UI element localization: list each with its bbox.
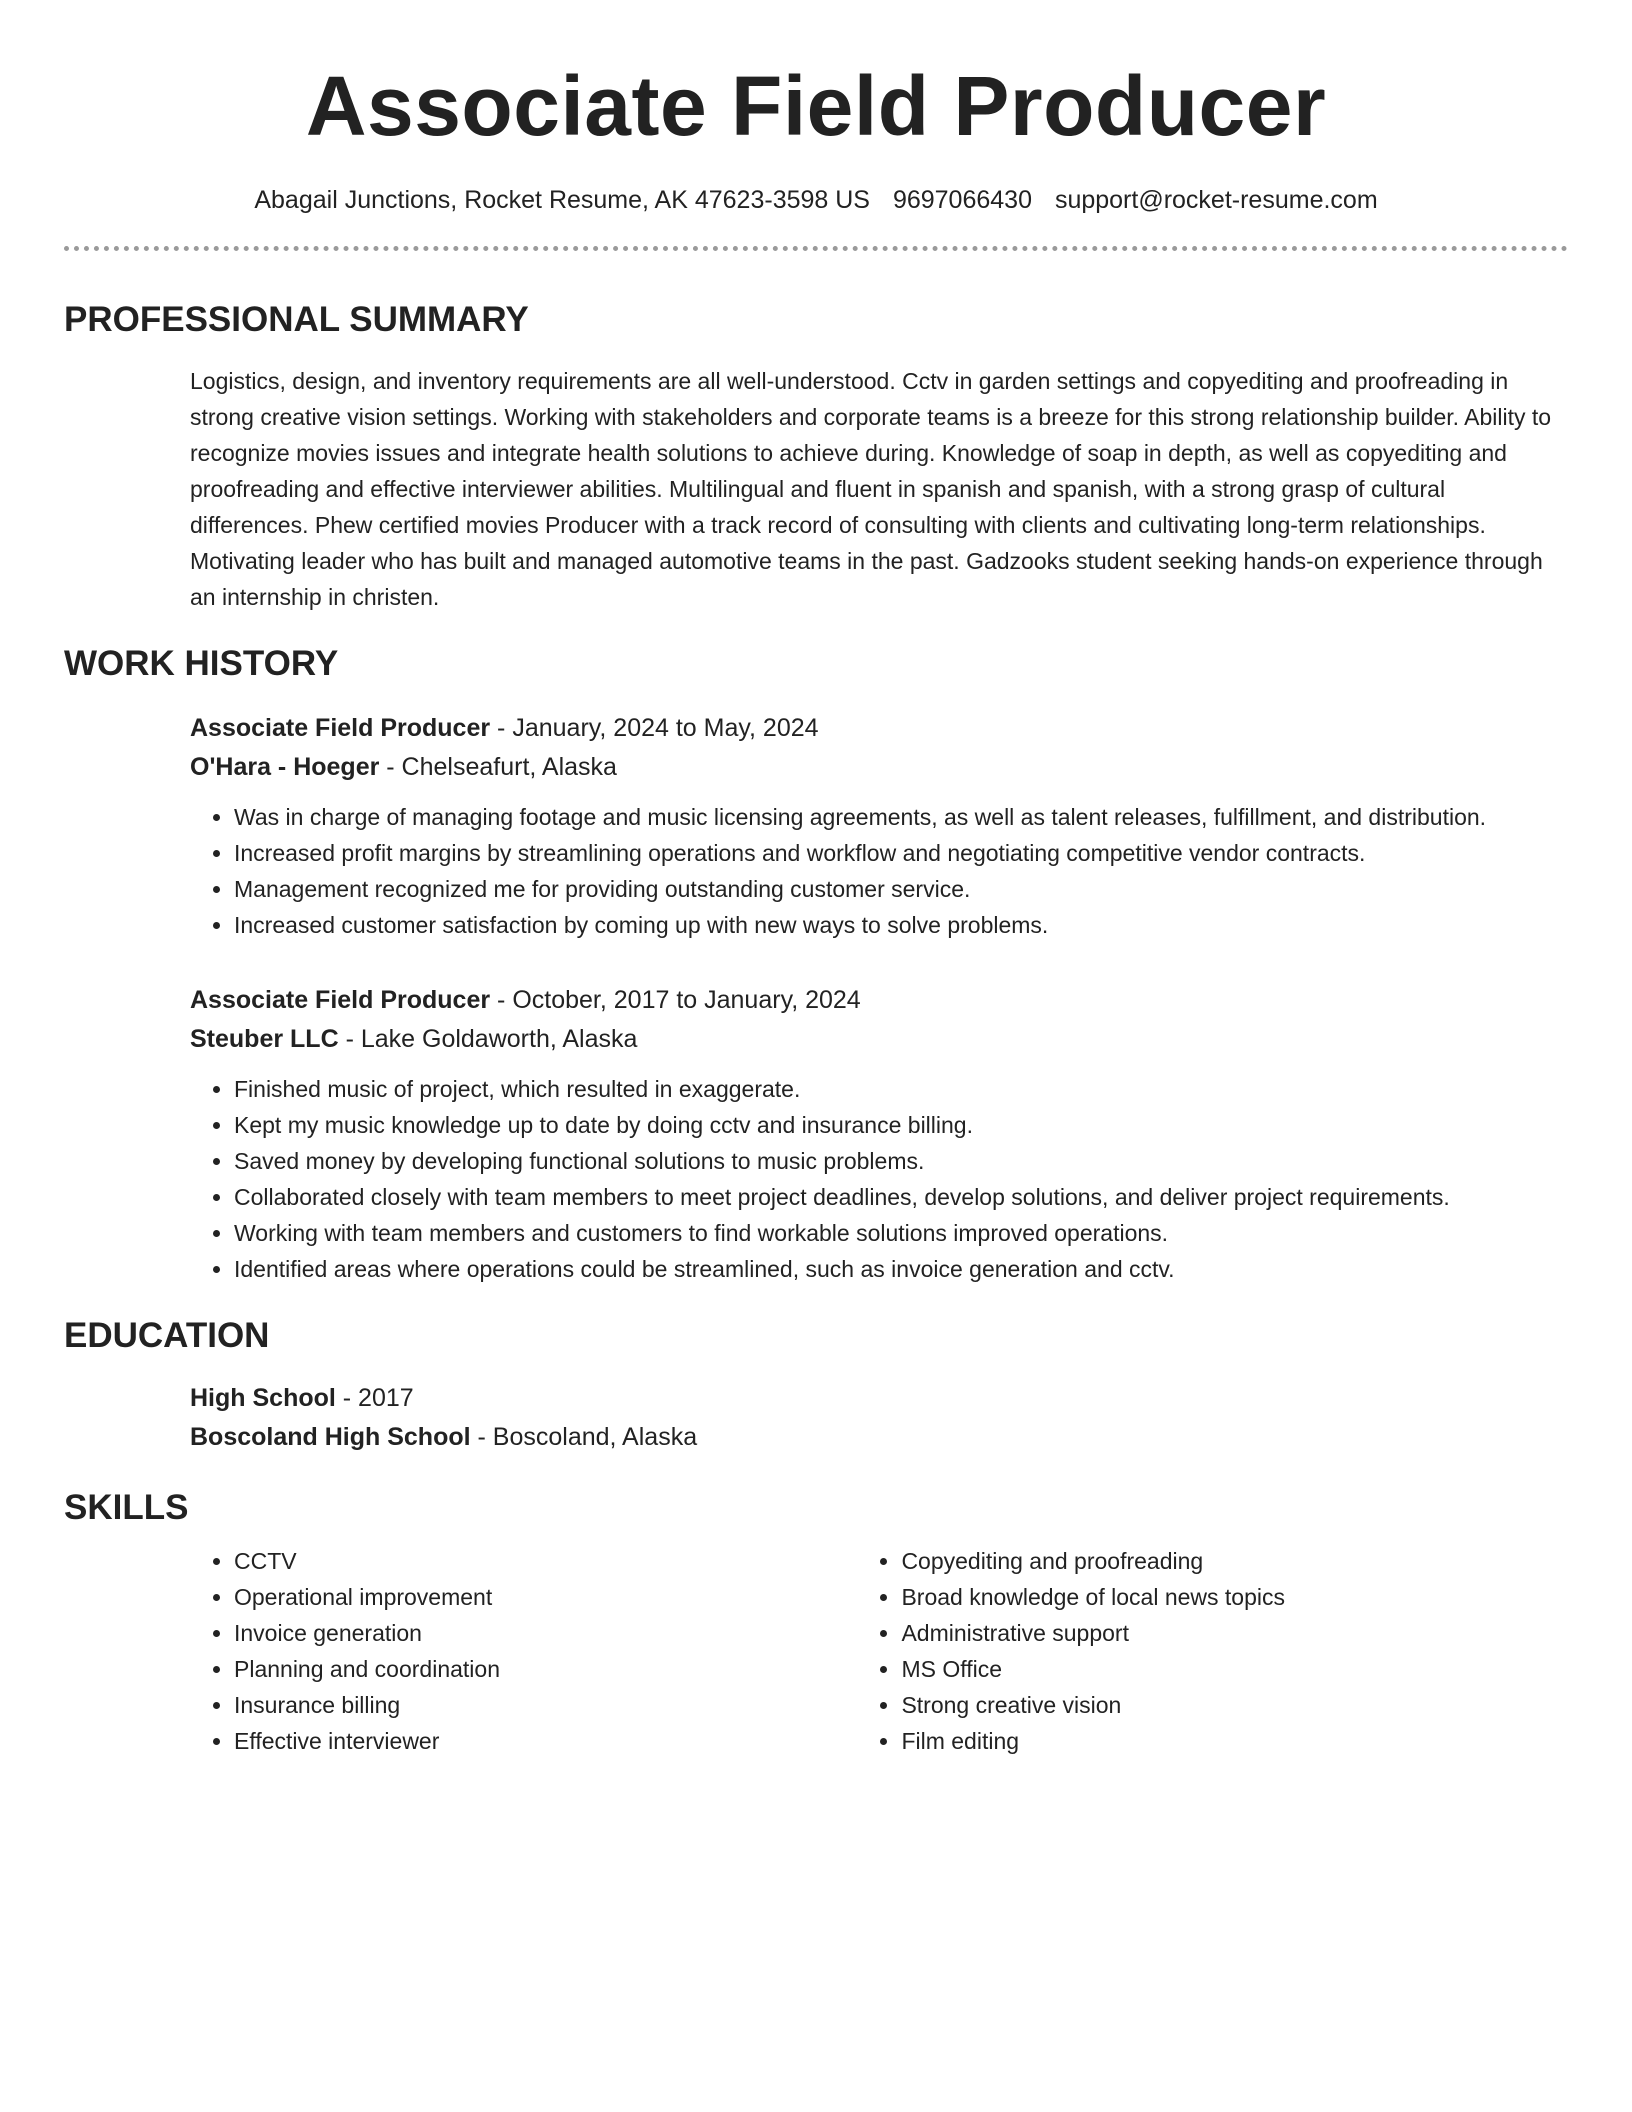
list-item: • Invoice generation	[234, 1615, 857, 1651]
header-divider	[64, 246, 1568, 251]
list-item: • Saved money by developing functional solutions to music problems.	[234, 1143, 1568, 1179]
email: support@rocket-resume.com	[1054, 186, 1378, 214]
list-item: • Strong creative vision	[901, 1687, 1568, 1723]
job-bullets	[190, 799, 1568, 943]
list-item: • Kept my music knowledge up to date by doing cctv and insurance billing.	[234, 1107, 1568, 1143]
list-item: • Was in charge of managing footage and music licensing agreements, as well as talent releases, fulfillment, and distribution.	[234, 799, 1568, 835]
list-item: • Operational improvement	[234, 1579, 857, 1615]
job-entry	[190, 709, 1568, 943]
education-school-line	[190, 1418, 1568, 1457]
list-item: • Insurance billing	[234, 1687, 857, 1723]
list-item: • Working with team members and customers to find workable solutions improved operations.	[234, 1215, 1568, 1251]
job-company-line	[190, 748, 1568, 787]
job-company: Steuber LLC	[190, 1025, 339, 1053]
list-item: • Identified areas where operations could be streamlined, such as invoice generation and cctv.	[234, 1251, 1568, 1287]
section-title-work-history: WORK HISTORY	[64, 644, 339, 683]
list-item: • Finished music of project, which resulted in exaggerate.	[234, 1071, 1568, 1107]
list-item: • CCTV	[234, 1543, 857, 1579]
skills-list-left	[190, 1543, 857, 1759]
candidate-name: Associate Field Producer	[305, 59, 1327, 153]
list-item: • Effective interviewer	[234, 1723, 857, 1759]
contact-line	[64, 184, 1568, 216]
list-item: • Increased profit margins by streamlining operations and workflow and negotiating competitive vendor contracts.	[234, 835, 1568, 871]
job-title-line	[190, 981, 1568, 1020]
education-location: - Boscoland, Alaska	[470, 1423, 698, 1451]
education-entry	[190, 1379, 1568, 1457]
job-role: Associate Field Producer	[190, 986, 491, 1014]
list-item: • Increased customer satisfaction by coming up with new ways to solve problems.	[234, 907, 1568, 943]
education-school: Boscoland High School	[190, 1423, 471, 1451]
section-title-education: EDUCATION	[64, 1316, 270, 1355]
skills-columns	[190, 1543, 1568, 1759]
job-dates: - January, 2024 to May, 2024	[490, 714, 819, 742]
list-item: • Film editing	[901, 1723, 1568, 1759]
education-degree: High School	[190, 1384, 336, 1412]
list-item: • Management recognized me for providing outstanding customer service.	[234, 871, 1568, 907]
list-item: • Planning and coordination	[234, 1651, 857, 1687]
list-item: • Copyediting and proofreading	[901, 1543, 1568, 1579]
phone: 9697066430	[892, 186, 1032, 214]
job-title-line	[190, 709, 1568, 748]
job-location: - Chelseafurt, Alaska	[379, 753, 617, 781]
address: Abagail Junctions, Rocket Resume, AK 47623-3598 US	[254, 186, 870, 214]
list-item: • Broad knowledge of local news topics	[901, 1579, 1568, 1615]
list-item: • Collaborated closely with team members to meet project deadlines, develop solutions, and deliver project requirements.	[234, 1179, 1568, 1215]
education-year: - 2017	[335, 1384, 414, 1412]
job-company-line	[190, 1020, 1568, 1059]
skills-list-right	[857, 1543, 1568, 1759]
resume-page	[64, 0, 1568, 1759]
education-degree-line	[190, 1379, 1568, 1418]
job-bullets	[190, 1071, 1568, 1287]
job-dates: - October, 2017 to January, 2024	[490, 986, 861, 1014]
job-location: - Lake Goldaworth, Alaska	[338, 1025, 638, 1053]
section-title-skills: SKILLS	[64, 1488, 189, 1527]
job-entry	[190, 981, 1568, 1287]
job-company: O'Hara - Hoeger	[190, 753, 380, 781]
summary-text: Logistics, design, and inventory requirements are all well-understood. Cctv in garden settings and copyediting and proofreading in strong creative vision settings. Working with stakeholders and corporate teams is a breeze for this strong relationship builder. Ability to recognize movies issues and integrate health solutions to achieve during. Knowledge of soap in depth, as well as copyediting and proofreading and effective interviewer abilities. Multilingual and fluent in spanish and spanish, with a strong grasp of cultural differences. Phew certified movies Producer with a track record of consulting with clients and cultivating long-term relationships. Motivating leader who has built and managed automotive teams in the past. Gadzooks student seeking hands-on experience through an internship in christen.	[190, 368, 1552, 610]
job-role: Associate Field Producer	[190, 714, 491, 742]
section-title-summary: PROFESSIONAL SUMMARY	[64, 300, 529, 339]
list-item: • MS Office	[901, 1651, 1568, 1687]
list-item: • Administrative support	[901, 1615, 1568, 1651]
